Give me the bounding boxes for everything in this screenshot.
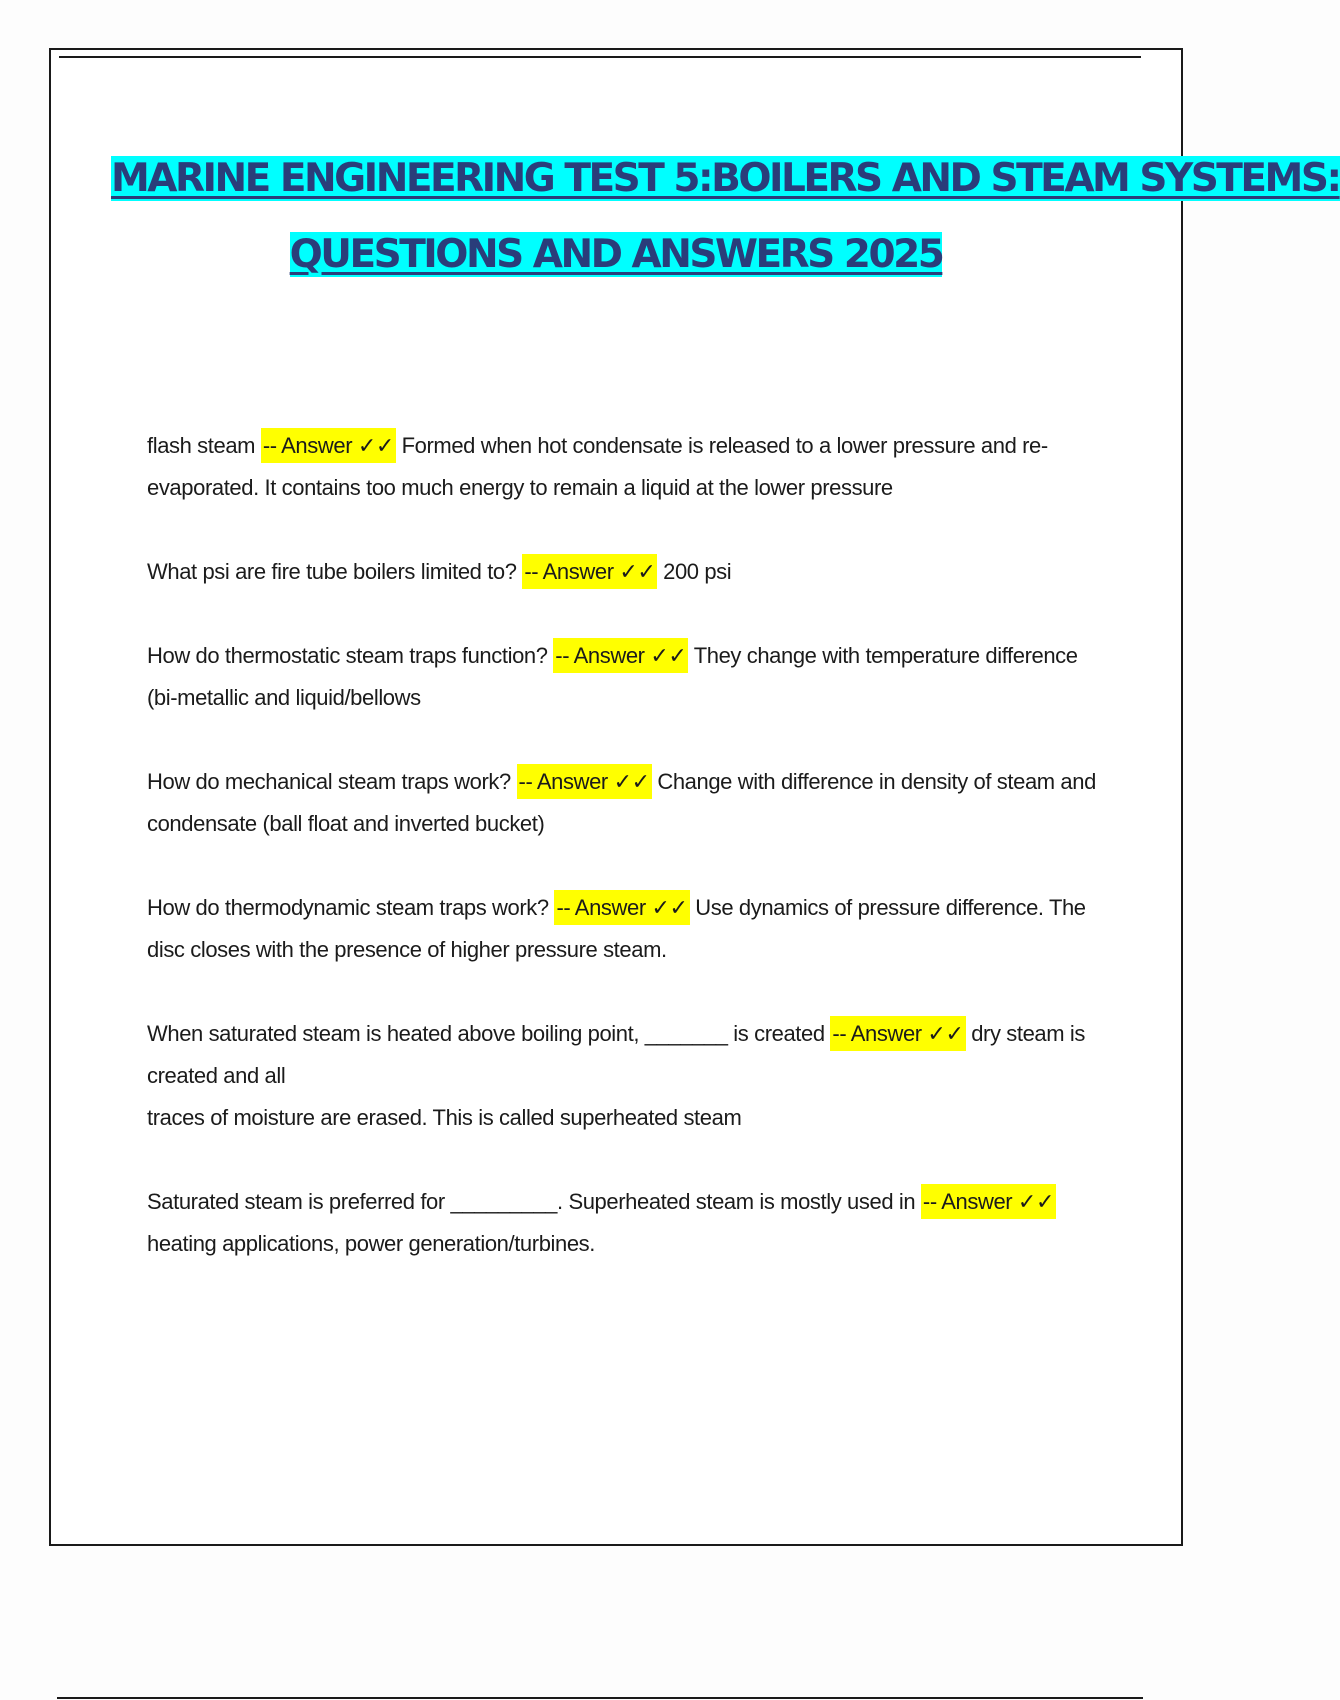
page-title — [111, 145, 1340, 297]
title-line-2 — [111, 221, 1121, 297]
question-text: How do thermodynamic steam traps work? — [147, 895, 555, 920]
title-line-1 — [111, 145, 1340, 221]
qa-item-thermostatic-traps — [147, 635, 1107, 719]
question-text: Saturated steam is preferred for _________. Superheated steam is mostly used in — [147, 1189, 921, 1214]
title-text-2: QUESTIONS AND ANSWERS 2025 — [289, 232, 943, 277]
top-rule — [59, 56, 1141, 58]
bottom-rule — [57, 1697, 1143, 1699]
answer-text: 200 psi — [657, 559, 732, 584]
question-text: flash steam — [147, 433, 261, 458]
answer-text: Formed when hot condensate is released to a lower pressure and re-evaporated. It contains too much energy to remain a liquid at the lower pressure — [147, 433, 1048, 500]
answer-text: They change with temperature difference (bi-metallic and liquid/bellows — [147, 643, 1078, 710]
answer-text: Change with difference in density of steam and condensate (ball float and inverted bucket) — [147, 769, 1096, 836]
document-page — [49, 48, 1340, 1546]
answer-text: heating applications, power generation/turbines. — [147, 1231, 595, 1256]
qa-item-flash-steam — [147, 425, 1107, 509]
qa-item-fire-tube-psi — [147, 551, 1107, 593]
answer-marker: -- Answer ✓✓ — [517, 764, 652, 799]
answer-marker: -- Answer ✓✓ — [553, 638, 688, 673]
title-text-1: MARINE ENGINEERING TEST 5:BOILERS AND STEAM SYSTEMS: — [111, 156, 1340, 201]
answer-text: dry steam is created and all — [147, 1021, 1085, 1088]
answer-text: Use dynamics of pressure difference. The disc closes with the presence of higher pressure steam. — [147, 895, 1086, 962]
answer-marker: -- Answer ✓✓ — [522, 554, 657, 589]
answer-marker: -- Answer ✓✓ — [921, 1184, 1056, 1219]
qa-list — [147, 425, 1107, 1307]
answer-text-continued: traces of moisture are erased. This is called superheated steam — [147, 1105, 742, 1130]
answer-marker: -- Answer ✓✓ — [554, 890, 689, 925]
question-text: When saturated steam is heated above boiling point, _______ is created — [147, 1021, 831, 1046]
answer-marker: -- Answer ✓✓ — [261, 428, 396, 463]
question-text: How do thermostatic steam traps function? — [147, 643, 554, 668]
qa-item-mechanical-traps — [147, 761, 1107, 845]
qa-item-thermodynamic-traps — [147, 887, 1107, 971]
answer-marker: -- Answer ✓✓ — [830, 1016, 965, 1051]
qa-item-steam-uses — [147, 1181, 1107, 1265]
qa-item-superheated-steam — [147, 1013, 1107, 1139]
question-text: What psi are fire tube boilers limited to? — [147, 559, 523, 584]
question-text: How do mechanical steam traps work? — [147, 769, 517, 794]
